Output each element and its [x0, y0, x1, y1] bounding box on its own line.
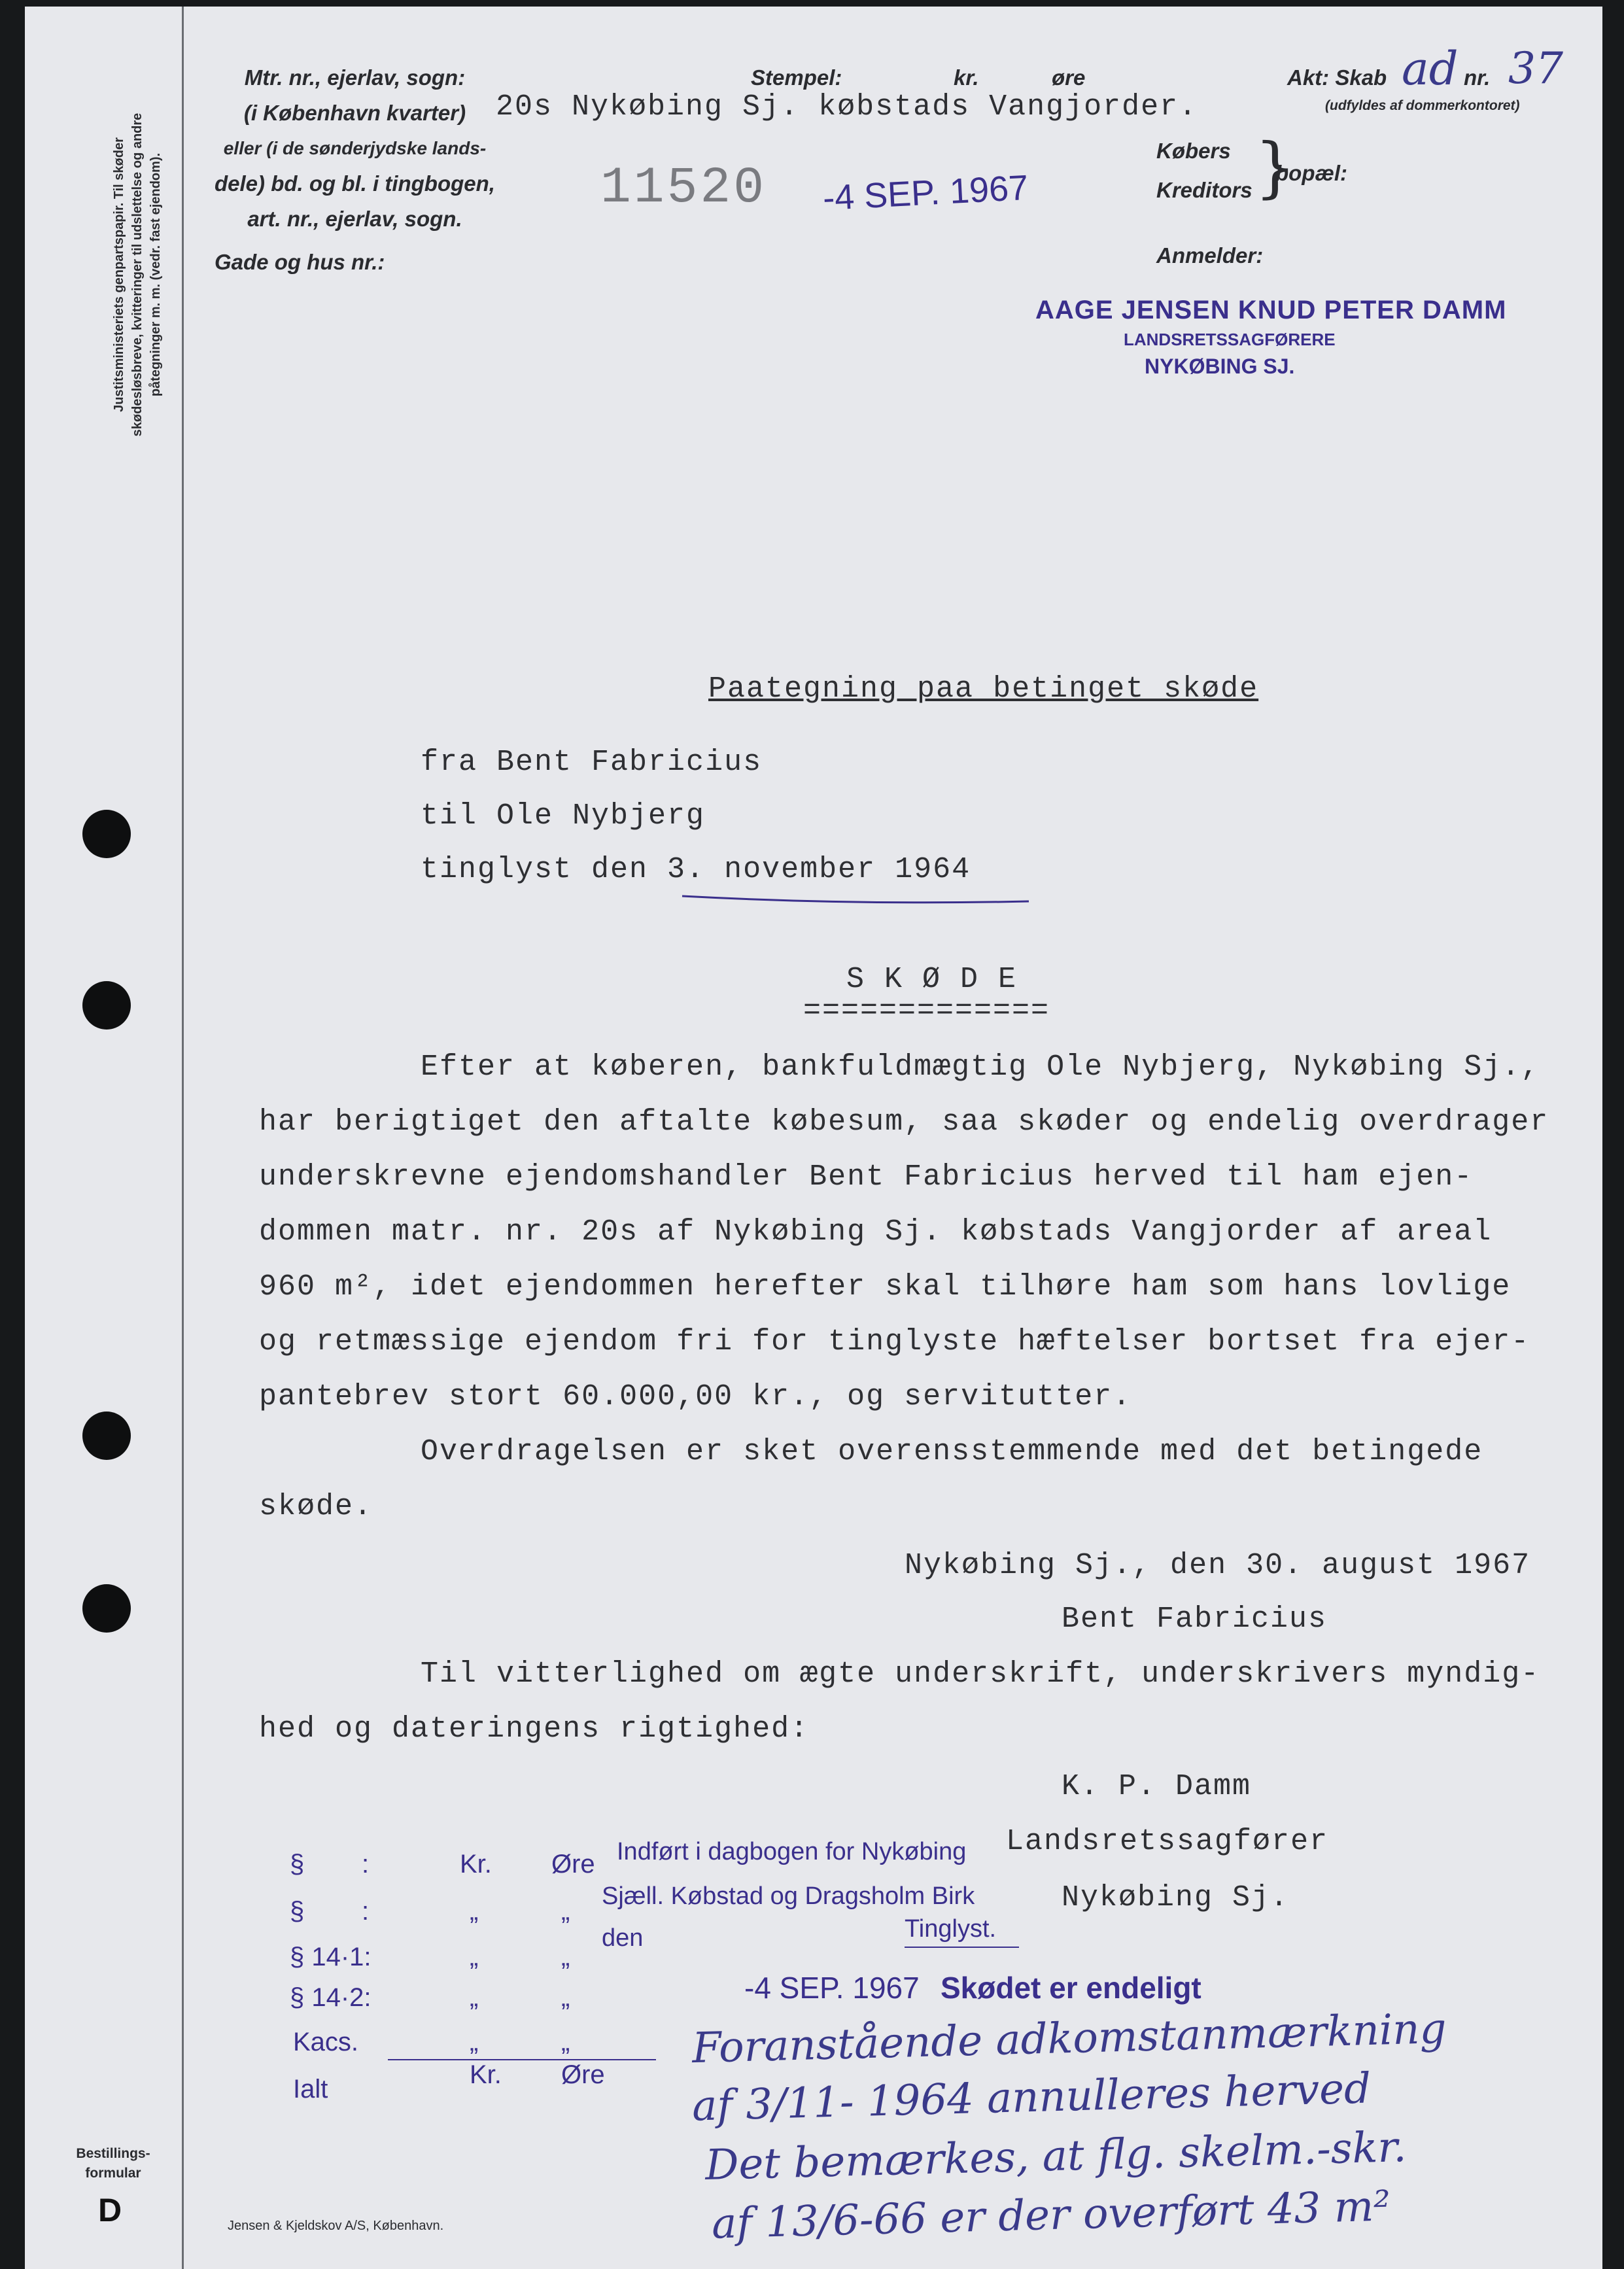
- handwritten-line: af 13/6-66 er der overført 43 m²: [711, 2182, 1391, 2249]
- matr-label-line: dele) bd. og bl. i tingbogen,: [215, 171, 495, 196]
- punch-hole: [82, 1412, 131, 1460]
- fee-row-ore: Øre: [561, 2060, 605, 2089]
- witness-line: hed og dateringens rigtighed:: [259, 1712, 810, 1746]
- printer-credit: Jensen & Kjeldskov A/S, København.: [228, 2219, 444, 2233]
- fee-row-ore: „: [561, 1943, 570, 1971]
- anmelder-stamp-city: NYKØBING SJ.: [1145, 355, 1295, 378]
- witness-line: Til vitterlighed om ægte underskrift, underskrivers myndig-: [421, 1657, 1540, 1691]
- registry-date: -4 SEP. 1967: [744, 1971, 920, 2005]
- sidebar-line: Justitsministeriets genpartspapir. Til skøder: [112, 137, 126, 412]
- body-line: og retmæssige ejendom fri for tinglyste hæftelser bortset fra ejer-: [259, 1325, 1530, 1359]
- handwritten-line: Det bemærkes, at flg. skelm.-skr.: [704, 2122, 1408, 2191]
- body-line: Efter at køberen, bankfuldmægtig Ole Nybjerg, Nykøbing Sj.,: [421, 1050, 1540, 1084]
- matr-label: [215, 60, 495, 237]
- witness-name: K. P. Damm: [1062, 1770, 1252, 1803]
- body-line: pantebrev stort 60.000,00 kr., og servitutter.: [259, 1380, 1132, 1413]
- tinglyst-rule: [905, 1947, 1019, 1948]
- fee-row-kr: „: [470, 1983, 479, 2012]
- kreditors-label: Kreditors: [1156, 178, 1253, 202]
- skoede-heading: S K Ø D E: [846, 963, 1018, 996]
- left-margin: [25, 7, 184, 2269]
- to-line: til Ole Nybjerg: [421, 799, 706, 833]
- from-line: fra Bent Fabricius: [421, 746, 763, 779]
- kr-label: kr.: [954, 65, 979, 90]
- fee-row-label: § 14·2:: [290, 1983, 371, 2012]
- fee-row-sep: :: [362, 1850, 370, 1879]
- sidebar-line: påtegninger m. m. (vedr. fast ejendom).: [148, 152, 163, 397]
- body-line: skøde.: [259, 1490, 373, 1523]
- tinglyst-line: tinglyst den 3. november 1964: [421, 853, 971, 886]
- fee-row-ore: „: [561, 1897, 570, 1926]
- journal-number: 11520: [600, 160, 767, 217]
- registry-line: Indført i dagbogen for Nykøbing: [617, 1838, 967, 1865]
- body-line: underskrevne ejendomshandler Bent Fabricius herved til ham ejen-: [259, 1160, 1474, 1194]
- order-form-letter: D: [98, 2192, 122, 2228]
- ore-label: øre: [1052, 65, 1086, 90]
- gade-label: Gade og hus nr.:: [215, 250, 385, 274]
- body-line: har berigtiget den aftalte købesum, saa skøder og endelig overdrager: [259, 1105, 1549, 1139]
- tinglyst-underline: [679, 888, 1032, 908]
- fee-row-label: §: [290, 1850, 305, 1879]
- seller-signature: Bent Fabricius: [1062, 1602, 1328, 1636]
- fee-row-label: Kacs.: [293, 2028, 359, 2056]
- fee-total-rule: [388, 2059, 656, 2060]
- witness-title: Landsretssagfører: [1006, 1825, 1329, 1858]
- matr-label-line: eller (i de sønderjydske lands-: [223, 138, 487, 158]
- fee-row-ore: Øre: [551, 1850, 595, 1879]
- handwritten-line: Foranstående adkomstanmærkning: [691, 2004, 1447, 2073]
- fee-row-sep: :: [362, 1897, 370, 1926]
- akt-label: Akt: Skab: [1287, 65, 1387, 90]
- fee-row-ore: „: [561, 1983, 570, 2012]
- fee-row-label: §: [290, 1897, 305, 1926]
- matr-label-line: art. nr., ejerlav, sogn.: [247, 207, 462, 231]
- skoede-heading-rule: =============: [803, 994, 1050, 1028]
- fee-row-label: Ialt: [293, 2075, 328, 2104]
- punch-hole: [82, 810, 131, 858]
- akt-nr-label: nr.: [1464, 65, 1491, 90]
- body-line: dommen matr. nr. 20s af Nykøbing Sj. købstads Vangjorder af areal: [259, 1215, 1493, 1249]
- body-line: 960 m², idet ejendommen herefter skal tilhøre ham som hans lovlige: [259, 1270, 1512, 1304]
- anmelder-stamp-title: LANDSRETSSAGFØRERE: [1124, 330, 1336, 349]
- brace-icon: }: [1254, 129, 1296, 205]
- registry-line: Sjæll. Købstad og Dragsholm Birk: [602, 1882, 975, 1910]
- akt-note: (udfyldes af dommerkontoret): [1325, 98, 1520, 113]
- matr-label-line: Mtr. nr., ejerlav, sogn:: [244, 65, 466, 90]
- document-sheet: [25, 7, 1602, 2269]
- fee-row-kr: „: [470, 1943, 479, 1971]
- body-line: Overdragelsen er sket overensstemmende med det betingede: [421, 1435, 1483, 1468]
- fee-row-kr: Kr.: [470, 2060, 502, 2089]
- witness-city: Nykøbing Sj.: [1062, 1881, 1290, 1914]
- registry-line: den: [602, 1924, 644, 1952]
- sidebar-line: skødesløsbreve, kvitteringer til udslettelse og andre: [130, 113, 145, 437]
- anmelder-label: Anmelder:: [1156, 243, 1264, 268]
- stempel-label: Stempel:: [751, 65, 842, 90]
- fee-row-kr: „: [470, 1897, 479, 1926]
- registry-final: Skødet er endeligt: [941, 1971, 1201, 2005]
- akt-nr-value: 37: [1508, 43, 1563, 94]
- fee-row-label: § 14·1:: [290, 1943, 371, 1971]
- handwritten-line: af 3/11- 1964 annulleres herved: [691, 2064, 1372, 2131]
- anmelder-stamp-names: AAGE JENSEN KNUD PETER DAMM: [1035, 296, 1507, 324]
- fee-row-kr: „: [470, 2028, 479, 2056]
- date-stamp: -4 SEP. 1967: [821, 167, 1029, 218]
- sidebar-text: [110, 65, 165, 484]
- registry-tinglyst: Tinglyst.: [905, 1915, 997, 1943]
- koebers-label: Købers: [1156, 139, 1231, 163]
- akt-skab-value: ad: [1402, 42, 1459, 95]
- bopael-label: bopæl:: [1275, 161, 1347, 185]
- fee-row-kr: Kr.: [460, 1850, 492, 1879]
- matr-label-line: (i København kvarter): [243, 101, 466, 125]
- matr-value: 20s Nykøbing Sj. købstads Vangjorder.: [496, 90, 1198, 124]
- document-title: Paategning paa betinget skøde: [708, 672, 1259, 706]
- punch-hole: [82, 1584, 131, 1633]
- fee-row-ore: „: [561, 2028, 570, 2056]
- place-date: Nykøbing Sj., den 30. august 1967: [905, 1549, 1531, 1582]
- punch-hole: [82, 981, 131, 1030]
- order-form-label: Bestillings- formular: [76, 2146, 150, 2181]
